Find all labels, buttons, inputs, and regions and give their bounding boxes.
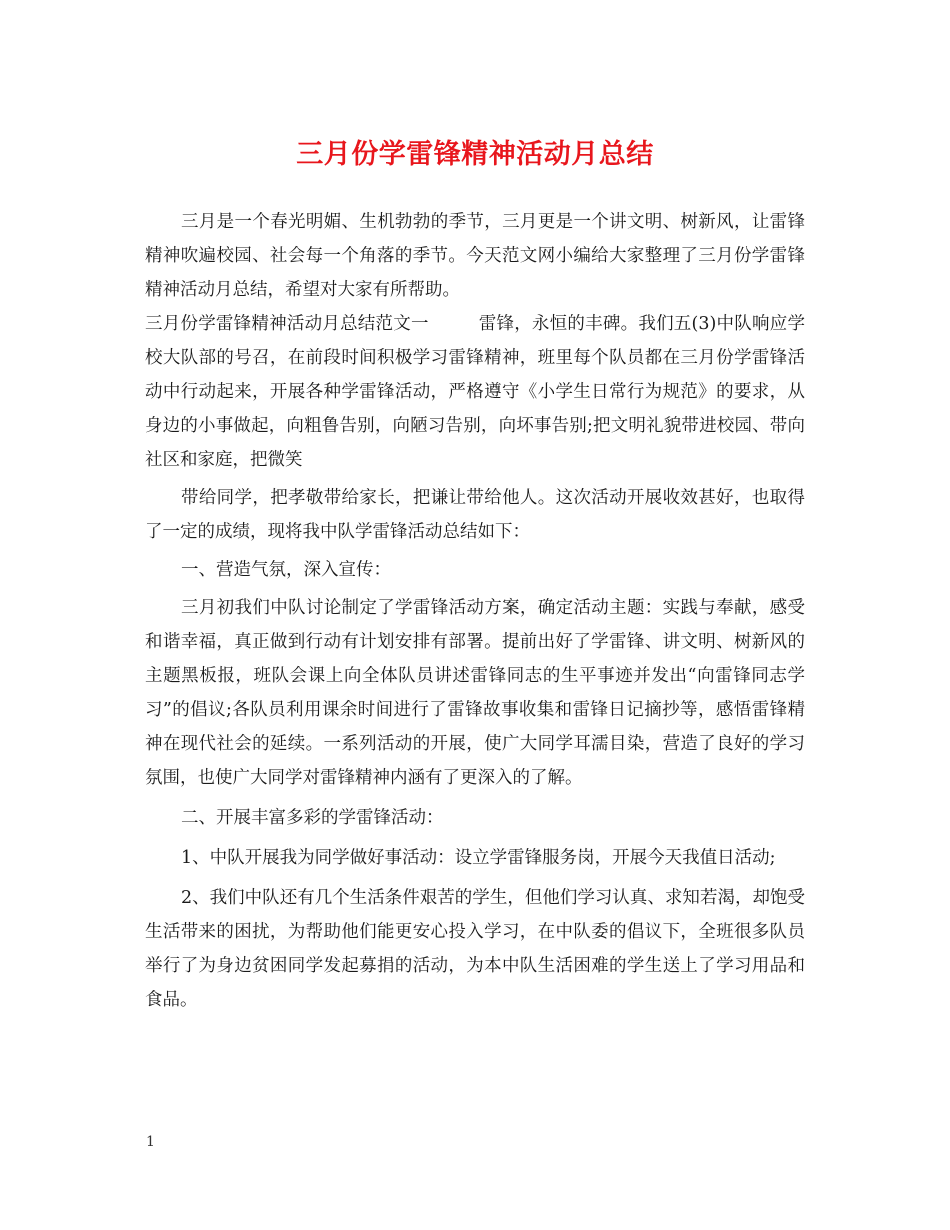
- document-body: [145, 205, 805, 1017]
- sample-paragraph: [145, 307, 805, 477]
- list-item-2: 2、我们中队还有几个生活条件艰苦的学生，但他们学习认真、求知若渴，却饱受生活带来的困扰，为帮助他们能更安心投入学习，在中队委的倡议下，全班很多队员举行了为身边贫困同学发起募捐的活动，为本中队生活困难的学生送上了学习用品和食品。: [145, 888, 805, 1010]
- sample-heading: 三月份学雷锋精神活动月总结范文一: [145, 314, 429, 334]
- continuation-paragraph: 带给同学，把孝敬带给家长，把谦让带给他人。这次活动开展收效甚好，也取得了一定的成绩，现将我中队学雷锋活动总结如下：: [145, 488, 805, 542]
- section-1-paragraph: 三月初我们中队讨论制定了学雷锋活动方案，确定活动主题：实践与奉献，感受和谐幸福，真正做到行动有计划安排有部署。提前出好了学雷锋、讲文明、树新风的主题黑板报，班队会课上向全体队员讲述雷锋同志的生平事迹并发出“向雷锋同志学习”的倡议;各队员利用课余时间进行了雷锋故事收集和雷锋日记摘抄等，感悟雷锋精神在现代社会的延续。一系列活动的开展，使广大同学耳濡目染，营造了良好的学习氛围，也使广大同学对雷锋精神内涵有了更深入的了解。: [145, 598, 805, 788]
- list-item-1: 1、中队开展我为同学做好事活动：设立学雷锋服务岗，开展今天我值日活动;: [181, 848, 776, 868]
- section-heading-1: 一、营造气氛，深入宣传：: [181, 560, 391, 580]
- intro-paragraph: 三月是一个春光明媚、生机勃勃的季节，三月更是一个讲文明、树新风，让雷锋精神吹遍校园、社会每一个角落的季节。今天范文网小编给大家整理了三月份学雷锋精神活动月总结，希望对大家有所帮助。: [145, 212, 805, 300]
- page-number: 1: [146, 1134, 155, 1150]
- document-title: 三月份学雷锋精神活动月总结: [296, 139, 654, 170]
- section-heading-2: 二、开展丰富多彩的学雷锋活动：: [181, 808, 444, 828]
- sample-paragraph-text: 雷锋，永恒的丰碑。我们五(3)中队响应学校大队部的号召，在前段时间积极学习雷锋精神，班里每个队员都在三月份学雷锋活动中行动起来，开展各种学雷锋活动，严格遵守《小学生日常行为规范》的要求，从身边的小事做起，向粗鲁告别，向陋习告别，向坏事告别;把文明礼貌带进校园、带向社区和家庭，把微笑: [145, 314, 805, 470]
